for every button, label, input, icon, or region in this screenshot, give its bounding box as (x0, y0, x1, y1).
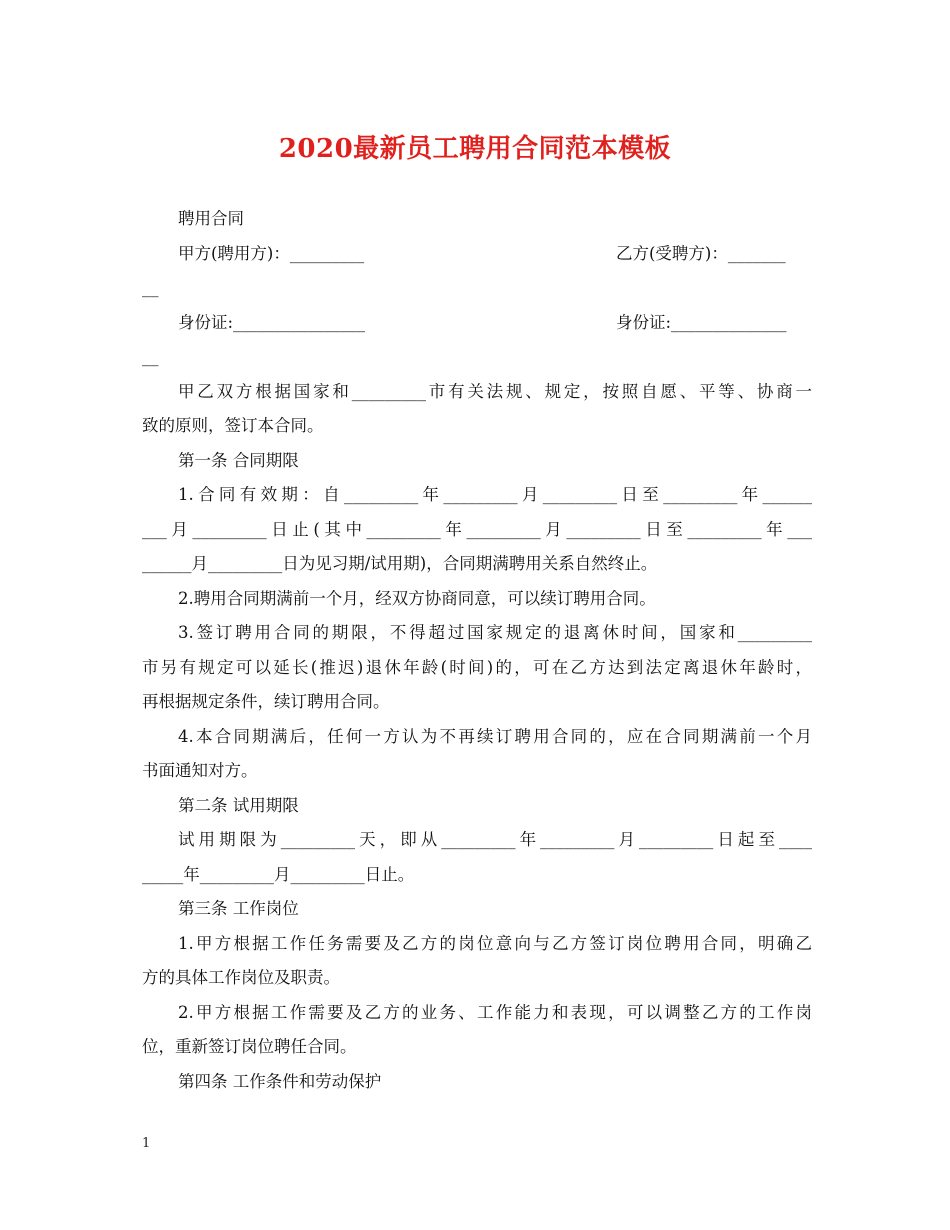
article-3-clause-2-line-1: 2.甲方根据工作需要及乙方的业务、工作能力和表现，可以调整乙方的工作岗 (178, 1002, 812, 1022)
party-b-id-continuation: __ (142, 347, 159, 366)
article-3-clause-1-line-2: 方的具体工作岗位及职责。 (142, 968, 340, 987)
preamble-line-2: 致的原则，签订本合同。 (142, 416, 324, 435)
id-row (142, 306, 812, 341)
article-1-clause-3-line-3: 再根据规定条件，续订聘用合同。 (142, 692, 390, 711)
party-b-field: 乙方(受聘方)：_______ (616, 243, 786, 263)
article-3-clause-2-line-2: 位，重新签订岗位聘任合同。 (142, 1037, 357, 1056)
party-row (142, 237, 812, 272)
article-1-clause-1-line-3: ______月_________日为见习期/试用期)，合同期满聘用关系自然终止。 (142, 554, 658, 573)
article-1-clause-1-line-1: 1.合同有效期：自_________年_________月_________日至_________年______ (178, 485, 812, 504)
article-1-heading: 第一条 合同期限 (178, 450, 299, 470)
article-1-clause-1-line-2: ___月_________日止(其中_________年_________月_________日至_________年___ (142, 519, 812, 539)
article-1-clause-4-line-2: 书面通知对方。 (142, 761, 258, 780)
article-3-heading: 第三条 工作岗位 (178, 899, 299, 918)
party-b-id-field: 身份证:______________ (616, 312, 787, 332)
document-title: 2020最新员工聘用合同范本模板 (278, 134, 672, 164)
article-1-clause-3-line-2: 市另有规定可以延长(推迟)退休年龄(时间)的，可在乙方达到法定离退休年龄时， (142, 657, 812, 677)
article-2-line-1: 试用期限为_________天，即从_________年_________月_________日起至____ (178, 830, 812, 849)
article-4-heading: 第四条 工作条件和劳动保护 (178, 1071, 382, 1091)
article-2-heading: 第二条 试用期限 (178, 795, 299, 815)
article-1-clause-4-line-1: 4.本合同期满后，任何一方认为不再续订聘用合同的，应在合同期满前一个月 (178, 726, 812, 746)
contract-heading: 聘用合同 (178, 209, 244, 228)
preamble-line-1: 甲乙双方根据国家和_________市有关法规、规定，按照自愿、平等、协商一 (178, 381, 812, 401)
article-1-clause-2: 2.聘用合同期满前一个月，经双方协商同意，可以续订聘用合同。 (178, 588, 656, 608)
party-b-field-continuation: __ (142, 278, 159, 297)
article-1-clause-3-line-1: 3.签订聘用合同的期限，不得超过国家规定的退离休时间，国家和_________ (178, 623, 812, 642)
party-a-field: 甲方(聘用方)：_________ (178, 243, 365, 263)
article-3-clause-1-line-1: 1.甲方根据工作任务需要及乙方的岗位意向与乙方签订岗位聘用合同，明确乙 (178, 933, 812, 953)
document-body (142, 202, 812, 1099)
article-2-line-2: _____年_________月_________日止。 (142, 864, 415, 884)
page-number: 1 (142, 1136, 151, 1151)
party-a-id-field: 身份证:________________ (178, 312, 366, 332)
